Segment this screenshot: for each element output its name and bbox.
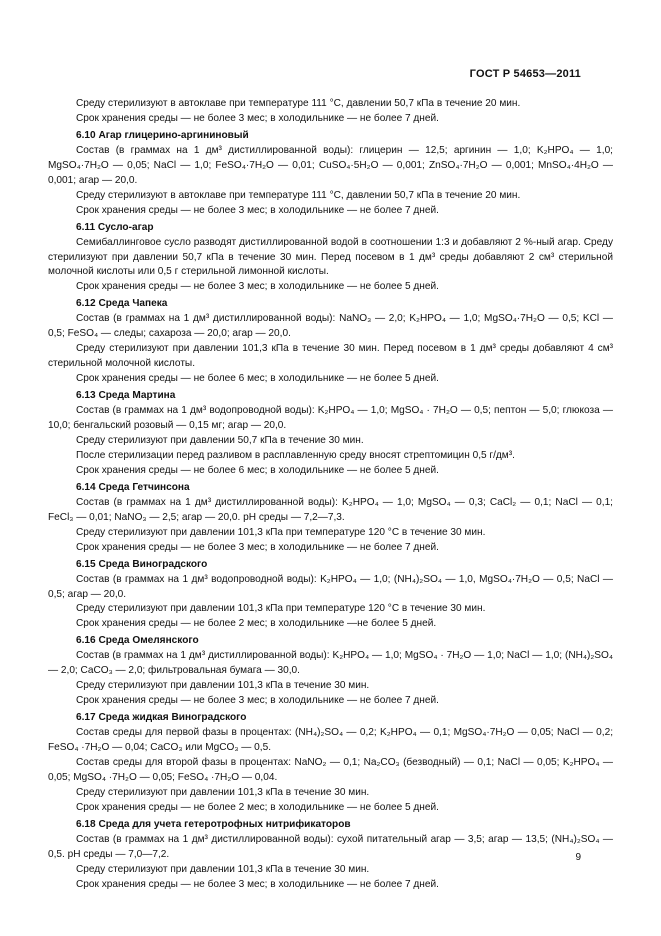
paragraph: Срок хранения среды — не более 3 мес; в холодильнике — не более 7 дней.	[76, 204, 439, 216]
paragraph: Срок хранения среды — не более 3 мес; в холодильнике — не более 7 дней.	[76, 695, 439, 707]
paragraph: Состав (в граммах на 1 дм³ дистиллированной воды): NaNO₃ — 2,0; K₂HPO₄ — 1,0; MgSO₄·7H₂O — 0,5; KCl — 0,5; FeSO₄ — следы; сахароза — 20,0; агар — 20,0.	[48, 313, 613, 340]
section-heading: 6.10 Агар глицерино-аргининовый	[76, 129, 249, 141]
paragraph: Среду стерилизуют при давлении 101,3 кПа при температуре 120 °С в течение 30 мин.	[76, 603, 486, 615]
paragraph: Срок хранения среды — не более 2 мес; в холодильнике —не более 5 дней.	[76, 618, 437, 630]
section-heading: 6.13 Среда Мартина	[76, 390, 176, 402]
paragraph: Состав (в граммах на 1 дм³ дистиллированной воды): сухой питательный агар — 3,5; агар — 13,5; (NH₄)₂SO₄ — 0,5. pH среды — 7,0—7,2.	[48, 833, 613, 860]
paragraph: Состав среды для первой фазы в процентах: (NH₄)₂SO₄ — 0,2; K₂HPO₄ — 0,1; MgSO₄·7H₂O — 0,05; NaCl — 0,2; FeSO₄ ·7H₂O — 0,04; CaCO₃ или MgCO₃ — 0,5.	[48, 727, 613, 754]
paragraph: После стерилизации перед разливом в расплавленную среду вносят стрептомицин 0,5 г/дм³.	[76, 449, 515, 461]
paragraph: Состав среды для второй фазы в процентах: NaNO₂ — 0,1; Na₂CO₃ (безводный) — 0,1; NaCl — 0,05; K₂HPO₄ — 0,05; MgSO₄ ·7H₂O — 0,05; FeSO₄ ·7H₂O — 0,04.	[48, 756, 613, 783]
paragraph: Состав (в граммах на 1 дм³ дистиллированной воды): глицерин — 12,5; аргинин — 1,0; K₂HPO₄ — 1,0; MgSO₄·7H₂O — 0,05; NaCl — 1,0; FeSO₄·7H₂O — 0,01; CuSO₄·5H₂O — 0,001; ZnSO₄·7H₂O — 0,001; MnSO₄·4H₂O — 0,001; агар — 20,0.	[48, 144, 613, 186]
paragraph: Среду стерилизуют при давлении 101,3 кПа в течение 30 мин.	[76, 680, 370, 692]
paragraph: Среду стерилизуют при давлении 50,7 кПа в течение 30 мин.	[76, 434, 364, 446]
section-heading: 6.17 Среда жидкая Виноградского	[76, 712, 247, 724]
section-heading: 6.15 Среда Виноградского	[76, 558, 208, 570]
paragraph: Срок хранения среды — не более 3 мес; в холодильнике — не более 7 дней.	[76, 878, 439, 890]
paragraph: Среду стерилизуют при давлении 101,3 кПа в течение 30 мин. Перед посевом в 1 дм³ среды добавляют 4 см³ стерильной молочной кислоты.	[48, 343, 613, 370]
paragraph: Состав (в граммах на 1 дм³ водопроводной воды): K₂HPO₄ — 1,0; (NH₄)₂SO₄ — 1,0, MgSO₄·7H₂O — 0,5; NaCl — 0,5; агар — 20,0.	[48, 573, 613, 600]
section-heading: 6.12 Среда Чапека	[76, 298, 168, 310]
section-heading: 6.16 Среда Омелянского	[76, 635, 199, 647]
paragraph: Срок хранения среды — не более 3 мес; в холодильнике — не более 7 дней.	[76, 541, 439, 553]
paragraph: Срок хранения среды — не более 6 мес; в холодильнике — не более 5 дней.	[76, 373, 439, 385]
paragraph: Срок хранения среды — не более 6 мес; в холодильнике — не более 5 дней.	[76, 464, 439, 476]
document-header: ГОСТ Р 54653—2011	[469, 68, 581, 80]
paragraph: Семибаллинговое сусло разводят дистиллированной водой в соотношении 1:3 и добавляют 2 %-ный агар. Среду стерилизуют при давлении 50,7 кПа в течение 30 мин. Перед посевом в 1 дм³ среды добавляют 2 см³ стерильной молочной кислоты или 0,5 г стерильной лимонной кислоты.	[48, 236, 613, 278]
paragraph: Среду стерилизуют при давлении 101,3 кПа при температуре 120 °С в течение 30 мин.	[76, 526, 486, 538]
paragraph: Срок хранения среды — не более 3 мес; в холодильнике — не более 5 дней.	[76, 281, 439, 293]
paragraph: Состав (в граммах на 1 дм³ водопроводной воды): K₂HPO₄ — 1,0; MgSO₄ · 7H₂O — 0,5; пептон — 5,0; глюкоза — 10,0; бенгальский розовый — 0,15 мг; агар — 20,0.	[48, 405, 613, 432]
document-body	[48, 97, 613, 893]
section-heading: 6.18 Среда для учета гетеротрофных нитрификаторов	[76, 818, 351, 830]
section-heading: 6.14 Среда Гетчинсона	[76, 481, 190, 493]
paragraph: Среду стерилизуют в автоклаве при температуре 111 °С, давлении 50,7 кПа в течение 20 мин.	[76, 189, 521, 201]
paragraph: Срок хранения среды — не более 3 мес; в холодильнике — не более 7 дней.	[76, 112, 439, 124]
page-number: 9	[575, 852, 581, 863]
paragraph: Среду стерилизуют при давлении 101,3 кПа в течение 30 мин.	[76, 786, 370, 798]
paragraph: Состав (в граммах на 1 дм³ дистиллированной воды): K₂HPO₄ — 1,0; MgSO₄ · 7H₂O — 1,0; NaCl — 1,0; (NH₄)₂SO₄ — 2,0; CaCO₃ — 2,0; фильтровальная бумага — 30,0.	[48, 650, 613, 677]
paragraph: Среду стерилизуют при давлении 101,3 кПа в течение 30 мин.	[76, 863, 370, 875]
paragraph: Срок хранения среды — не более 2 мес; в холодильнике — не более 5 дней.	[76, 801, 439, 813]
section-heading: 6.11 Сусло-агар	[76, 221, 154, 233]
paragraph: Среду стерилизуют в автоклаве при температуре 111 °С, давлении 50,7 кПа в течение 20 мин.	[76, 98, 521, 109]
paragraph: Состав (в граммах на 1 дм³ дистиллированной воды): K₂HPO₄ — 1,0; MgSO₄ — 0,3; CaCl₂ — 0,1; NaCl — 0,1; FeCl₃ — 0,01; NaNO₃ — 2,5; агар — 20,0. pH среды — 7,2—7,3.	[48, 496, 613, 523]
